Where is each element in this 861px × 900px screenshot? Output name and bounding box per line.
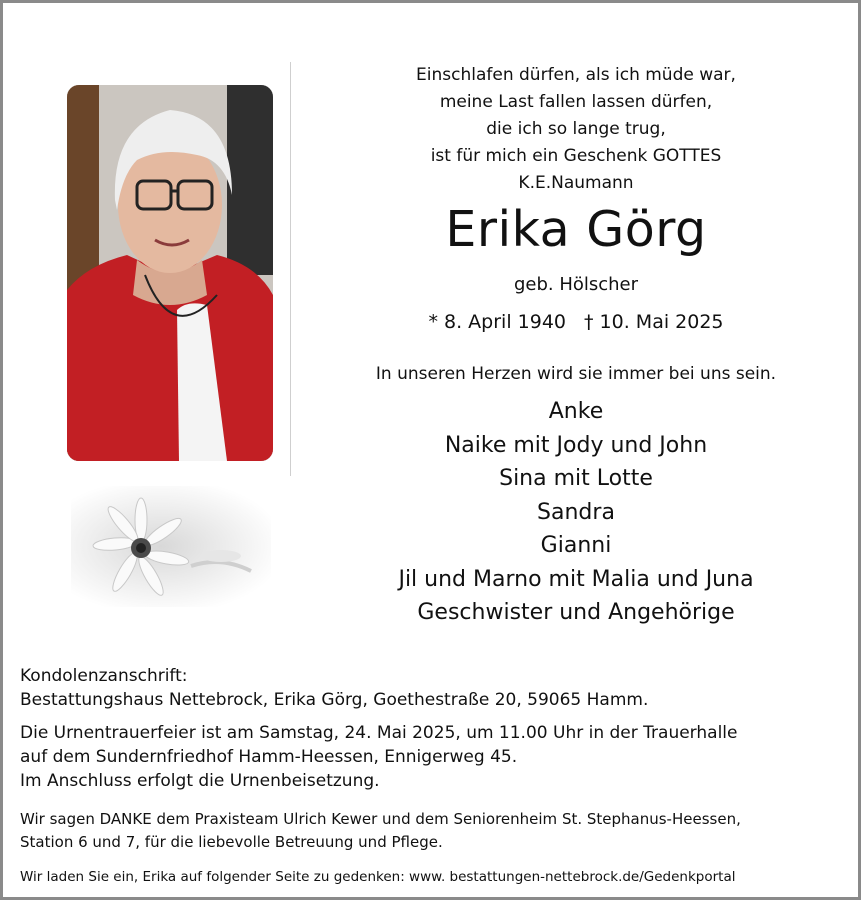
poem-line: meine Last fallen lassen dürfen, [439,92,713,112]
poem-line: ist für mich ein Geschenk GOTTES [430,146,722,166]
deceased-name: Erika Görg [445,201,707,258]
portrait-photo [67,85,273,461]
funeral-line: Die Urnentrauerfeier ist am Samstag, 24. Mai 2025, um 11.00 Uhr in der Trauerhalle [20,723,738,743]
condolence-address: Bestattungshaus Nettebrock, Erika Görg, Goethestraße 20, 59065 Hamm. [20,690,649,710]
funeral-info [20,721,850,793]
heart-line: In unseren Herzen wird sie immer bei uns sein. [375,364,777,384]
condolence-block [20,664,850,712]
funeral-line: auf dem Sundernfriedhof Hamm-Heessen, Ennigerweg 45. [20,747,518,767]
funeral-line: Im Anschluss erfolgt die Urnenbeisetzung. [20,771,380,791]
mourner: Sandra [537,499,615,525]
thanks-block [20,808,850,854]
vertical-divider [290,62,291,476]
birth-date: * 8. April 1940 [428,311,566,333]
poem-author: K.E.Naumann [518,173,634,193]
mourner: Anke [548,399,604,424]
flower-image [71,486,271,607]
mourner: Gianni [540,533,612,558]
thanks-line: Wir sagen DANKE dem Praxisteam Ulrich Kewer und dem Seniorenheim St. Stephanus-Heessen, [20,810,741,828]
poem-line: Einschlafen dürfen, als ich müde war, [416,65,736,85]
mourners-list [292,395,860,630]
condolence-label: Kondolenzanschrift: [20,666,188,686]
death-date: † 10. Mai 2025 [584,311,724,333]
poem-line: die ich so lange trug, [486,119,666,139]
mourner: Jil und Marno mit Malia und Juna [398,566,754,592]
poem [292,62,860,197]
birth-name: geb. Hölscher [513,274,639,295]
thanks-line: Station 6 und 7, für die liebevolle Betreuung und Pflege. [20,833,443,851]
mourner: Geschwister und Angehörige [417,600,735,625]
memorial-invite: Wir laden Sie ein, Erika auf folgender Seite zu gedenken: www. bestattungen-nettebrock.de/Gedenkportal [20,869,736,885]
mourner: Naike mit Jody und John [444,432,708,458]
mourner: Sina mit Lotte [499,466,653,491]
life-dates [292,308,860,336]
